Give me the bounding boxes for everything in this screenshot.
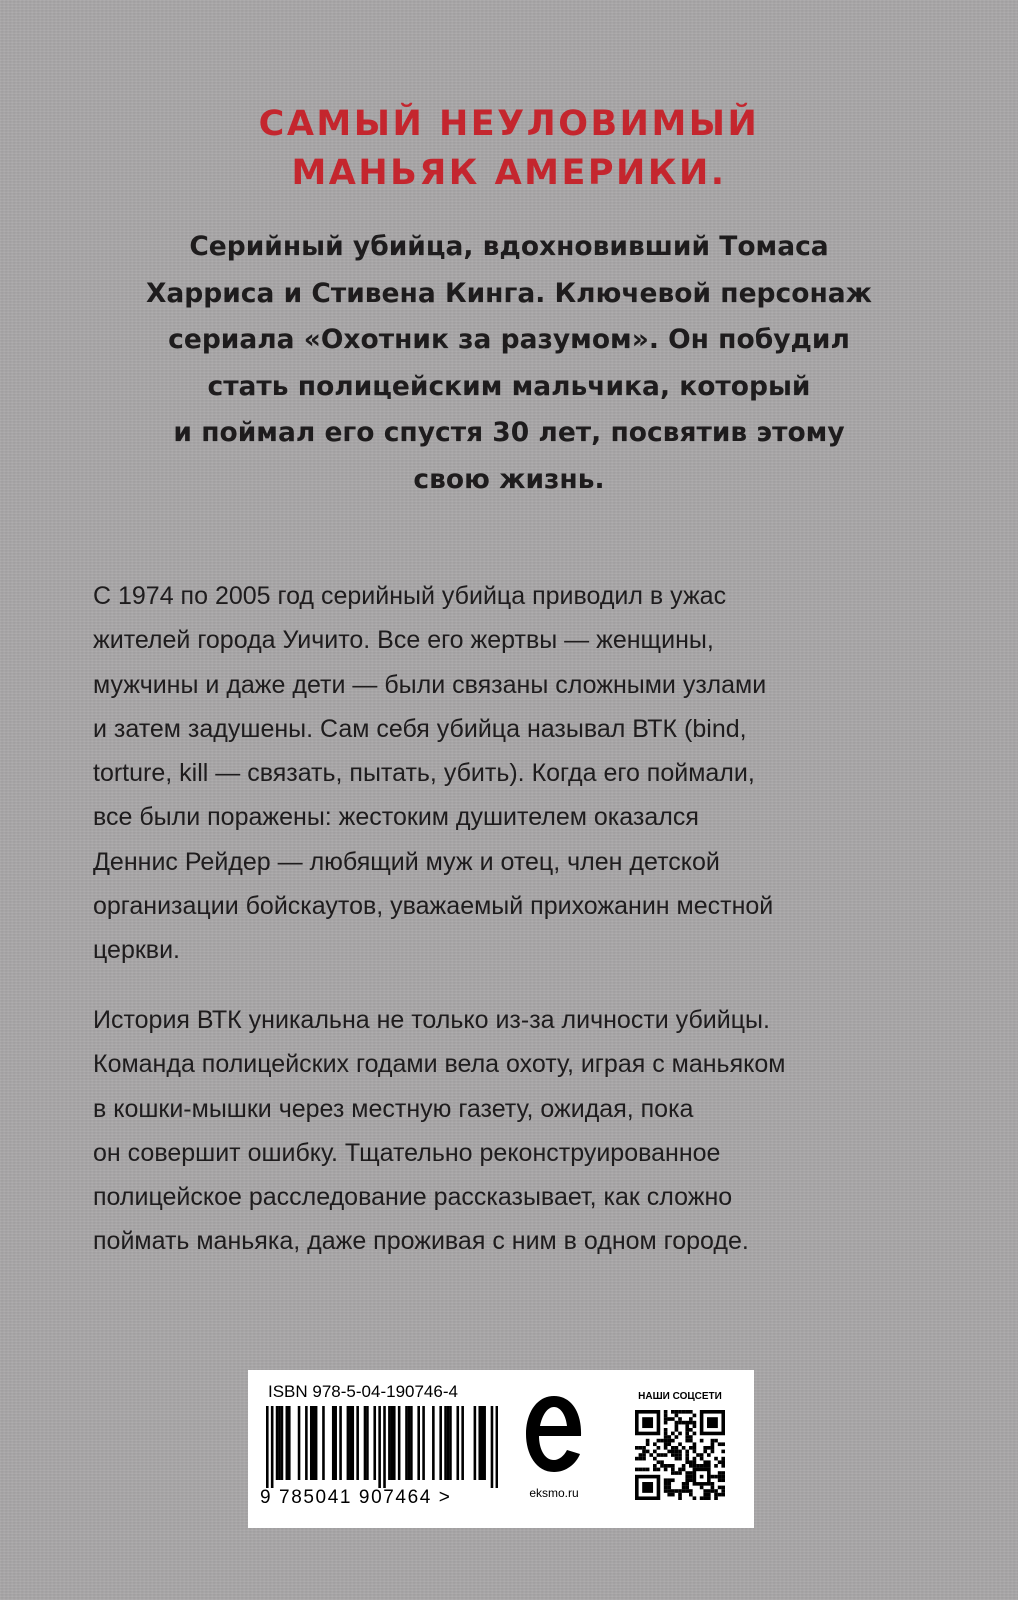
qr-module bbox=[667, 1450, 671, 1454]
intro-line-5: и поймал его спустя 30 лет, посвятив этому bbox=[173, 417, 845, 448]
qr-module bbox=[721, 1464, 725, 1468]
qr-module bbox=[667, 1442, 671, 1446]
eksmo-logo-icon bbox=[524, 1392, 584, 1478]
qr-module bbox=[671, 1464, 675, 1468]
qr-module bbox=[707, 1446, 711, 1450]
qr-module bbox=[671, 1417, 675, 1421]
qr-module bbox=[678, 1417, 682, 1421]
qr-module bbox=[693, 1450, 697, 1454]
barcode-bar bbox=[351, 1406, 354, 1480]
qr-module bbox=[693, 1457, 697, 1461]
qr-module bbox=[703, 1493, 707, 1497]
qr-module bbox=[678, 1471, 682, 1475]
qr-module bbox=[646, 1439, 650, 1443]
qr-module bbox=[675, 1450, 679, 1454]
qr-module bbox=[718, 1493, 722, 1497]
qr-module bbox=[685, 1482, 689, 1486]
barcode-bar bbox=[373, 1406, 376, 1480]
body-line: Деннис Рейдер — любящий муж и отец, член детской bbox=[93, 847, 720, 876]
body-line: Команда полицейских годами вела охоту, играя с маньяком bbox=[93, 1050, 786, 1079]
qr-module bbox=[667, 1417, 671, 1421]
body-line: поймать маньяка, даже проживая с ним в одном городе. bbox=[93, 1227, 749, 1256]
qr-module bbox=[678, 1496, 682, 1500]
barcode-bar bbox=[439, 1406, 442, 1480]
barcode-bar bbox=[398, 1406, 401, 1480]
qr-module bbox=[721, 1486, 725, 1490]
qr-module bbox=[667, 1486, 671, 1490]
qr-module bbox=[685, 1460, 689, 1464]
qr-module bbox=[714, 1464, 718, 1468]
qr-module bbox=[718, 1442, 722, 1446]
qr-module bbox=[667, 1489, 671, 1493]
qr-module bbox=[671, 1410, 675, 1414]
body-line: torture, kill — связать, пытать, убить). Когда его поймали, bbox=[93, 759, 755, 788]
barcode-bar bbox=[388, 1406, 391, 1480]
qr-module bbox=[689, 1417, 693, 1421]
barcode-bar bbox=[288, 1406, 291, 1480]
barcode-bar bbox=[378, 1406, 381, 1488]
qr-module bbox=[707, 1464, 711, 1468]
qr-module bbox=[685, 1410, 689, 1414]
qr-module bbox=[671, 1432, 675, 1436]
qr-module bbox=[714, 1493, 718, 1497]
body-line: мужчины и даже дети — были связаны сложными узлами bbox=[93, 670, 767, 699]
barcode-bar bbox=[281, 1406, 284, 1480]
qr-module bbox=[693, 1424, 697, 1428]
qr-module bbox=[664, 1489, 668, 1493]
qr-module bbox=[664, 1435, 668, 1439]
qr-module bbox=[696, 1464, 700, 1468]
headline-line-2: МАНЬЯК АМЕРИКИ. bbox=[291, 153, 727, 193]
qr-module bbox=[718, 1478, 722, 1482]
qr-module bbox=[682, 1489, 686, 1493]
qr-module bbox=[721, 1457, 725, 1461]
qr-module bbox=[675, 1424, 679, 1428]
qr-module bbox=[682, 1464, 686, 1468]
barcode-bar bbox=[474, 1406, 477, 1480]
body-line: он совершит ошибку. Тщательно реконструированное bbox=[93, 1138, 721, 1167]
barcode-digits: 9 785041 907464 > bbox=[260, 1487, 452, 1508]
qr-module bbox=[689, 1439, 693, 1443]
qr-module bbox=[707, 1493, 711, 1497]
barcode-bar bbox=[496, 1406, 498, 1488]
qr-module bbox=[642, 1450, 646, 1454]
qr-module bbox=[685, 1486, 689, 1490]
qr-module bbox=[664, 1410, 668, 1414]
qr-module bbox=[689, 1493, 693, 1497]
barcode-bar bbox=[347, 1406, 350, 1480]
barcode-bar bbox=[332, 1406, 335, 1480]
qr-module bbox=[703, 1460, 707, 1464]
qr-module bbox=[671, 1489, 675, 1493]
qr-module bbox=[675, 1428, 679, 1432]
qr-module bbox=[653, 1464, 657, 1468]
barcode-bar bbox=[278, 1406, 281, 1480]
body-line: организации бойскаутов, уважаемый прихожанин местной bbox=[93, 892, 774, 921]
qr-module bbox=[675, 1435, 679, 1439]
qr-module bbox=[703, 1489, 707, 1493]
qr-module bbox=[689, 1428, 693, 1432]
publisher-site: eksmo.ru bbox=[529, 1486, 579, 1500]
qr-module bbox=[693, 1432, 697, 1436]
qr-module bbox=[714, 1439, 718, 1443]
qr-module bbox=[711, 1482, 715, 1486]
qr-module bbox=[703, 1446, 707, 1450]
barcode-bar bbox=[322, 1406, 325, 1480]
qr-module bbox=[657, 1439, 661, 1443]
qr-module bbox=[635, 1468, 639, 1472]
qr-module bbox=[639, 1468, 643, 1472]
qr-module bbox=[714, 1496, 718, 1500]
qr-module bbox=[639, 1446, 643, 1450]
barcode-bar bbox=[339, 1406, 342, 1480]
barcode-block bbox=[248, 1370, 754, 1528]
qr-module bbox=[703, 1464, 707, 1468]
qr-module bbox=[664, 1442, 668, 1446]
qr-module bbox=[693, 1421, 697, 1425]
qr-module bbox=[653, 1442, 657, 1446]
qr-module bbox=[657, 1468, 661, 1472]
qr-module bbox=[675, 1489, 679, 1493]
barcode-bar bbox=[366, 1406, 369, 1480]
qr-module bbox=[664, 1468, 668, 1472]
qr-module bbox=[675, 1457, 679, 1461]
qr-module bbox=[667, 1493, 671, 1497]
qr-module bbox=[675, 1414, 679, 1418]
barcode-bar bbox=[364, 1406, 367, 1480]
barcode-bar bbox=[271, 1406, 274, 1488]
qr-module bbox=[667, 1478, 671, 1482]
qr-module bbox=[660, 1460, 664, 1464]
barcode-bar bbox=[444, 1406, 447, 1480]
barcode-bar bbox=[461, 1406, 464, 1480]
qr-module bbox=[657, 1460, 661, 1464]
barcode-bar bbox=[298, 1406, 301, 1480]
qr-module bbox=[685, 1489, 689, 1493]
barcode-bar bbox=[410, 1406, 413, 1480]
qr-module bbox=[721, 1471, 725, 1475]
qr-module bbox=[678, 1468, 682, 1472]
qr-label: НАШИ СОЦСЕТИ bbox=[638, 1391, 722, 1402]
qr-module bbox=[671, 1468, 675, 1472]
qr-module bbox=[664, 1428, 668, 1432]
qr-module bbox=[664, 1421, 668, 1425]
qr-module bbox=[711, 1450, 715, 1454]
intro-line-1: Серийный убийца, вдохновивший Томаса bbox=[189, 231, 829, 262]
qr-module bbox=[700, 1475, 704, 1479]
barcode-bar bbox=[422, 1406, 425, 1480]
qr-module bbox=[718, 1475, 722, 1479]
qr-module bbox=[689, 1435, 693, 1439]
qr-module bbox=[667, 1464, 671, 1468]
qr-module bbox=[664, 1417, 668, 1421]
qr-module bbox=[714, 1457, 718, 1461]
barcode-bar bbox=[408, 1406, 411, 1480]
qr-module bbox=[671, 1439, 675, 1443]
qr-module bbox=[671, 1446, 675, 1450]
qr-module bbox=[667, 1435, 671, 1439]
qr-module bbox=[703, 1450, 707, 1454]
qr-module bbox=[689, 1475, 693, 1479]
qr-module bbox=[693, 1442, 697, 1446]
qr-module bbox=[693, 1446, 697, 1450]
barcode-bar bbox=[405, 1406, 408, 1480]
qr-module bbox=[678, 1489, 682, 1493]
barcode-bar bbox=[393, 1406, 396, 1480]
qr-module bbox=[721, 1475, 725, 1479]
qr-module bbox=[696, 1453, 700, 1457]
qr-module bbox=[721, 1478, 725, 1482]
qr-module bbox=[664, 1453, 668, 1457]
qr-module bbox=[639, 1453, 643, 1457]
qr-module bbox=[711, 1486, 715, 1490]
qr-module bbox=[642, 1446, 646, 1450]
qr-module bbox=[664, 1439, 668, 1443]
barcode-bar bbox=[356, 1406, 359, 1480]
barcode-bar bbox=[447, 1406, 450, 1480]
qr-module bbox=[682, 1446, 686, 1450]
barcode-bar bbox=[391, 1406, 394, 1480]
qr-module bbox=[642, 1468, 646, 1472]
isbn-number: ISBN 978-5-04-190746-4 bbox=[268, 1382, 458, 1401]
qr-module bbox=[675, 1410, 679, 1414]
qr-module bbox=[693, 1414, 697, 1418]
body-line: жителей города Уичито. Все его жертвы — женщины, bbox=[93, 626, 714, 655]
qr-module bbox=[635, 1446, 639, 1450]
qr-module bbox=[664, 1482, 668, 1486]
qr-module bbox=[714, 1475, 718, 1479]
qr-module bbox=[685, 1450, 689, 1454]
qr-module bbox=[660, 1439, 664, 1443]
body-line: церкви. bbox=[93, 936, 180, 965]
qr-module bbox=[642, 1457, 646, 1461]
qr-module bbox=[678, 1432, 682, 1436]
qr-module bbox=[689, 1489, 693, 1493]
qr-module bbox=[682, 1486, 686, 1490]
qr-module bbox=[667, 1482, 671, 1486]
barcode-bar bbox=[349, 1406, 352, 1480]
qr-module bbox=[685, 1435, 689, 1439]
qr-module bbox=[711, 1475, 715, 1479]
qr-module bbox=[693, 1460, 697, 1464]
qr-module bbox=[646, 1442, 650, 1446]
intro-line-3: сериала «Охотник за разумом». Он побудил bbox=[168, 324, 850, 355]
qr-module bbox=[711, 1446, 715, 1450]
qr-module bbox=[689, 1478, 693, 1482]
barcode-bar bbox=[432, 1406, 435, 1480]
barcode-bar bbox=[417, 1406, 420, 1480]
qr-module bbox=[642, 1417, 653, 1428]
qr-module bbox=[635, 1457, 639, 1461]
qr-module bbox=[707, 1460, 711, 1464]
qr-module bbox=[664, 1414, 668, 1418]
qr-module bbox=[675, 1421, 679, 1425]
qr-module bbox=[689, 1460, 693, 1464]
qr-module bbox=[703, 1496, 707, 1500]
qr-module bbox=[678, 1493, 682, 1497]
barcode-bar bbox=[315, 1406, 318, 1480]
qr-module bbox=[685, 1428, 689, 1432]
qr-module bbox=[657, 1446, 661, 1450]
barcode-bar bbox=[310, 1406, 313, 1480]
qr-module bbox=[675, 1471, 679, 1475]
body-line: полицейское расследование рассказывает, как сложно bbox=[93, 1183, 733, 1212]
qr-module bbox=[664, 1464, 668, 1468]
qr-module bbox=[678, 1442, 682, 1446]
intro-blurb bbox=[0, 224, 1018, 503]
qr-module bbox=[689, 1471, 693, 1475]
barcode-bar bbox=[456, 1406, 459, 1480]
qr-module bbox=[653, 1468, 657, 1472]
qr-module bbox=[675, 1446, 679, 1450]
qr-module bbox=[660, 1464, 664, 1468]
qr-module bbox=[711, 1442, 715, 1446]
qr-code-icon bbox=[635, 1410, 725, 1500]
qr-module bbox=[685, 1424, 689, 1428]
qr-module bbox=[711, 1489, 715, 1493]
headline bbox=[0, 100, 1018, 198]
qr-module bbox=[671, 1450, 675, 1454]
barcode-bar bbox=[481, 1406, 484, 1480]
qr-module bbox=[689, 1421, 693, 1425]
qr-module bbox=[718, 1486, 722, 1490]
intro-line-2: Харриса и Стивена Кинга. Ключевой персонаж bbox=[145, 277, 873, 309]
qr-module bbox=[685, 1453, 689, 1457]
qr-module bbox=[671, 1453, 675, 1457]
qr-module bbox=[689, 1446, 693, 1450]
body-line: в кошки-мышки через местную газету, ожидая, пока bbox=[93, 1094, 694, 1123]
qr-module bbox=[689, 1410, 693, 1414]
qr-module bbox=[678, 1450, 682, 1454]
body-line: все были поражены: жестоким душителем оказался bbox=[93, 803, 699, 832]
qr-module bbox=[707, 1496, 711, 1500]
qr-module bbox=[711, 1439, 715, 1443]
qr-module bbox=[678, 1457, 682, 1461]
body-line: и затем задушены. Сам себя убийца называл ВТК (bind, bbox=[93, 714, 747, 743]
qr-module bbox=[718, 1471, 722, 1475]
body-line: История ВТК уникальна не только из-за личности убийцы. bbox=[93, 1006, 770, 1034]
qr-module bbox=[664, 1486, 668, 1490]
barcode-bar bbox=[305, 1406, 308, 1480]
qr-module bbox=[707, 1489, 711, 1493]
qr-module bbox=[678, 1453, 682, 1457]
qr-module bbox=[685, 1432, 689, 1436]
qr-module bbox=[671, 1493, 675, 1497]
qr-module bbox=[639, 1457, 643, 1461]
qr-module bbox=[718, 1460, 722, 1464]
qr-module bbox=[642, 1453, 646, 1457]
qr-module bbox=[700, 1457, 704, 1461]
qr-module bbox=[700, 1464, 704, 1468]
qr-module bbox=[678, 1421, 682, 1425]
barcode-bar bbox=[483, 1406, 486, 1480]
barcode-bar bbox=[449, 1406, 452, 1480]
qr-module bbox=[700, 1486, 704, 1490]
qr-module bbox=[682, 1482, 686, 1486]
qr-module bbox=[689, 1464, 693, 1468]
qr-module bbox=[671, 1471, 675, 1475]
qr-module bbox=[653, 1450, 657, 1454]
intro-line-4: стать полицейским мальчика, который bbox=[207, 370, 811, 402]
qr-module bbox=[693, 1496, 697, 1500]
qr-module bbox=[682, 1410, 686, 1414]
barcode-bar bbox=[276, 1406, 279, 1480]
body-line: С 1974 по 2005 год серийный убийца приводил в ужас bbox=[93, 582, 727, 610]
barcode-bar bbox=[383, 1406, 386, 1488]
qr-module bbox=[685, 1471, 689, 1475]
qr-module bbox=[707, 1417, 718, 1428]
qr-module bbox=[682, 1421, 686, 1425]
barcode-bar bbox=[334, 1406, 337, 1480]
barcode-bar bbox=[478, 1406, 481, 1480]
barcode-bar bbox=[286, 1406, 289, 1480]
qr-module bbox=[685, 1475, 689, 1479]
qr-module bbox=[700, 1496, 704, 1500]
qr-module bbox=[714, 1489, 718, 1493]
qr-module bbox=[642, 1482, 653, 1493]
qr-module bbox=[649, 1453, 653, 1457]
qr-module bbox=[646, 1450, 650, 1454]
qr-module bbox=[700, 1453, 704, 1457]
qr-module bbox=[664, 1446, 668, 1450]
body-paragraph-2 bbox=[93, 998, 785, 1264]
qr-module bbox=[721, 1460, 725, 1464]
qr-module bbox=[667, 1439, 671, 1443]
qr-module bbox=[693, 1464, 697, 1468]
barcode-bar bbox=[491, 1406, 494, 1488]
qr-module bbox=[671, 1478, 675, 1482]
qr-module bbox=[675, 1453, 679, 1457]
barcode-bar bbox=[266, 1406, 269, 1488]
barcode-icon bbox=[266, 1406, 498, 1488]
qr-module bbox=[685, 1457, 689, 1461]
qr-module bbox=[657, 1453, 661, 1457]
qr-module bbox=[678, 1410, 682, 1414]
qr-module bbox=[707, 1453, 711, 1457]
qr-module bbox=[646, 1468, 650, 1472]
qr-module bbox=[660, 1453, 664, 1457]
qr-module bbox=[721, 1450, 725, 1454]
intro-line-6: свою жизнь. bbox=[413, 463, 605, 495]
qr-module bbox=[700, 1439, 704, 1443]
qr-module bbox=[653, 1457, 657, 1461]
body-paragraph-1 bbox=[93, 574, 773, 973]
barcode-bar bbox=[312, 1406, 315, 1480]
qr-module bbox=[685, 1421, 689, 1425]
qr-module bbox=[721, 1489, 725, 1493]
headline-line-1: САМЫЙ НЕУЛОВИМЫЙ bbox=[258, 104, 760, 144]
qr-module bbox=[685, 1439, 689, 1443]
qr-module bbox=[664, 1432, 668, 1436]
qr-module bbox=[721, 1493, 725, 1497]
qr-module bbox=[685, 1478, 689, 1482]
qr-module bbox=[682, 1468, 686, 1472]
qr-module bbox=[664, 1478, 668, 1482]
qr-module bbox=[721, 1442, 725, 1446]
